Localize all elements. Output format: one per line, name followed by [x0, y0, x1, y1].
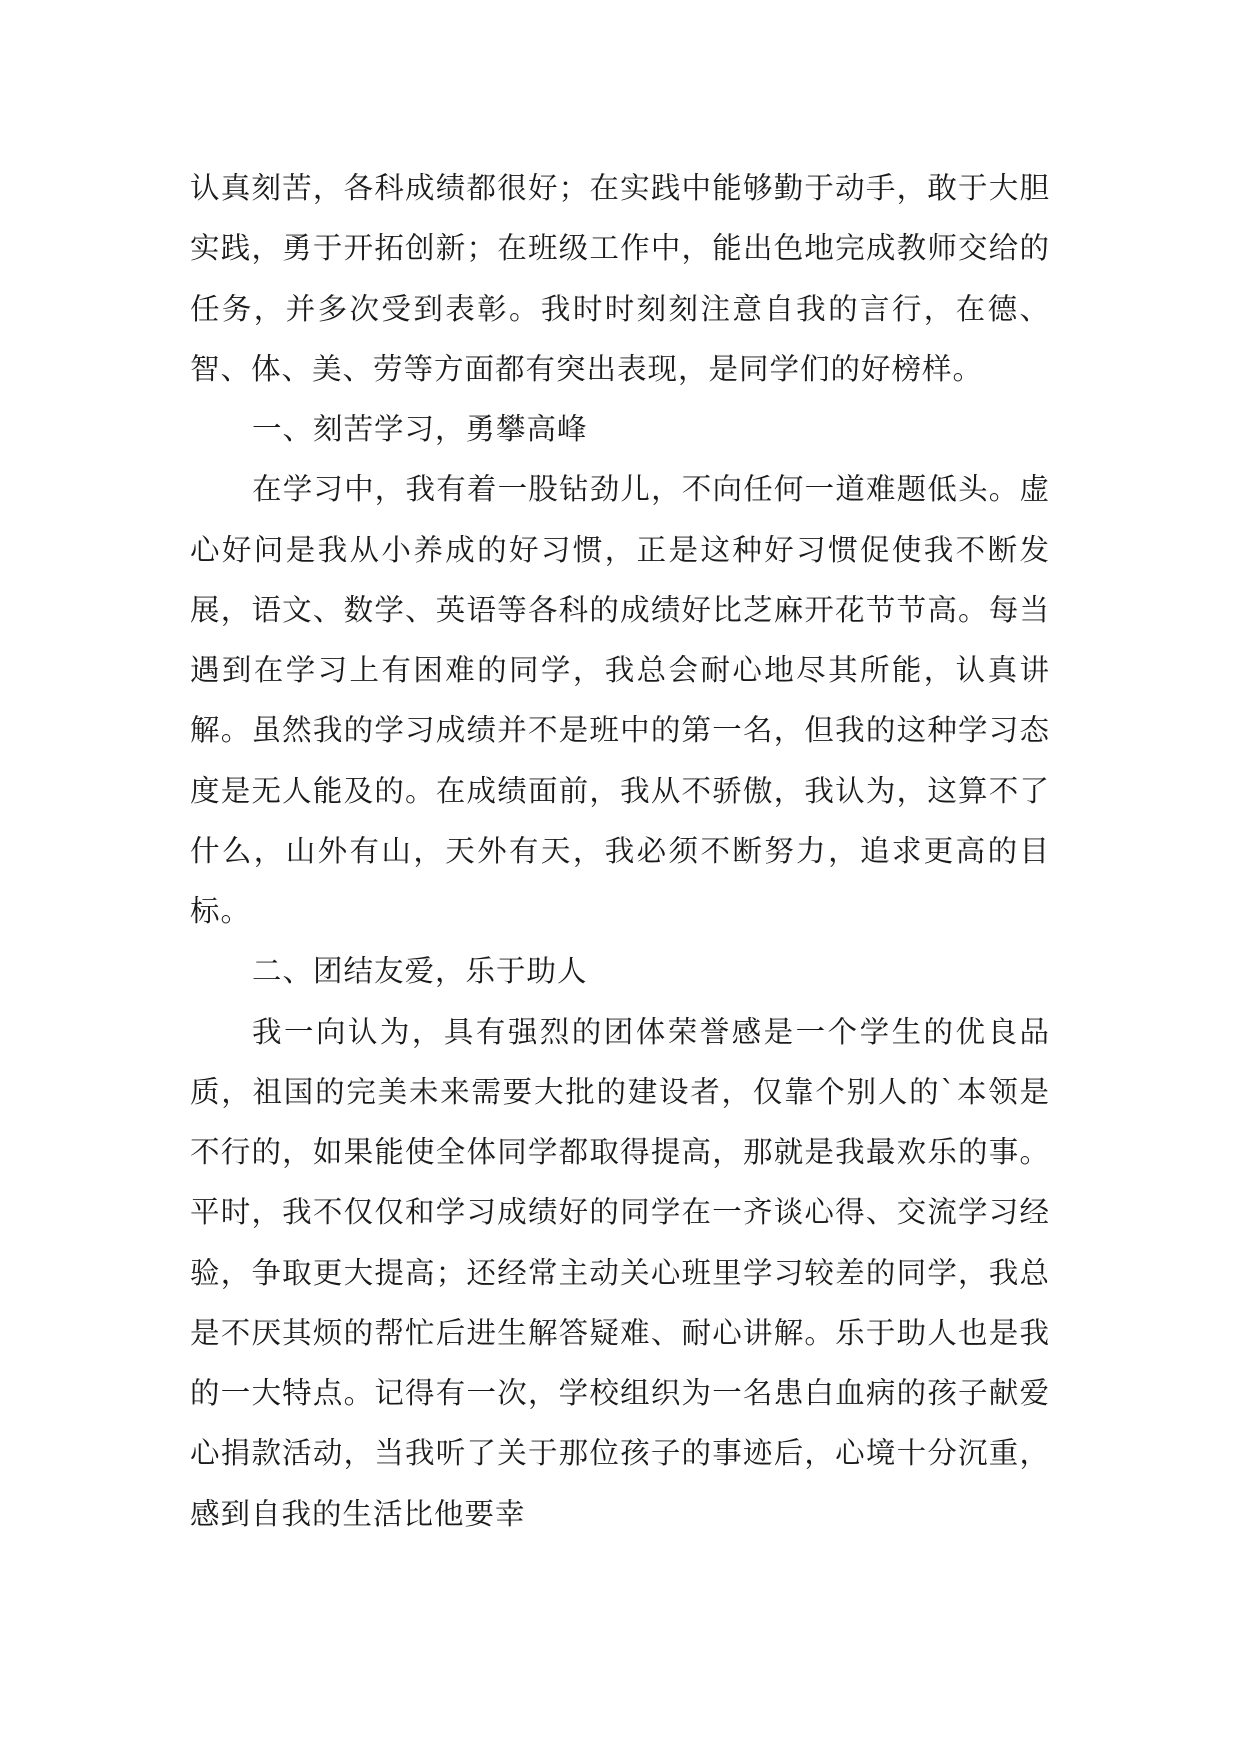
- section-heading-unity: 二、团结友爱，乐于助人: [252, 954, 588, 989]
- document-body: [190, 158, 1050, 1544]
- paragraph-unity: 我一向认为，具有强烈的团体荣誉感是一个学生的优良品质，祖国的完美未来需要大批的建设者，仅靠个别人的`本领是不行的，如果能使全体同学都取得提高，那就是我最欢乐的事。平时，我不仅仅和学习成绩好的同学在一齐谈心得、交流学习经验，争取更大提高；还经常主动关心班里学习较差的同学，我总是不厌其烦的帮忙后进生解答疑难、耐心讲解。乐于助人也是我的一大特点。记得有一次，学校组织为一名患白血病的孩子献爱心捐款活动，当我听了关于那位孩子的事迹后，心境十分沉重，感到自我的生活比他要幸: [190, 1014, 1050, 1531]
- section-heading-study: 一、刻苦学习，勇攀高峰: [252, 412, 588, 446]
- paragraph-intro-continuation: 认真刻苦，各科成绩都很好；在实践中能够勤于动手，敢于大胆实践，勇于开拓创新；在班级工作中，能出色地完成教师交给的任务，并多次受到表彰。我时时刻刻注意自我的言行，在德、智、体、美、劳等方面都有突出表现，是同学们的好榜样。: [190, 171, 1050, 386]
- paragraph-study: 在学习中，我有着一股钻劲儿，不向任何一道难题低头。虚心好问是我从小养成的好习惯，正是这种好习惯促使我不断发展，语文、数学、英语等各科的成绩好比芝麻开花节节高。每当遇到在学习上有困难的同学，我总会耐心地尽其所能，认真讲解。虽然我的学习成绩并不是班中的第一名，但我的这种学习态度是无人能及的。在成绩面前，我从不骄傲，我认为，这算不了什么，山外有山，天外有天，我必须不断努力，追求更高的目标。: [190, 472, 1050, 928]
